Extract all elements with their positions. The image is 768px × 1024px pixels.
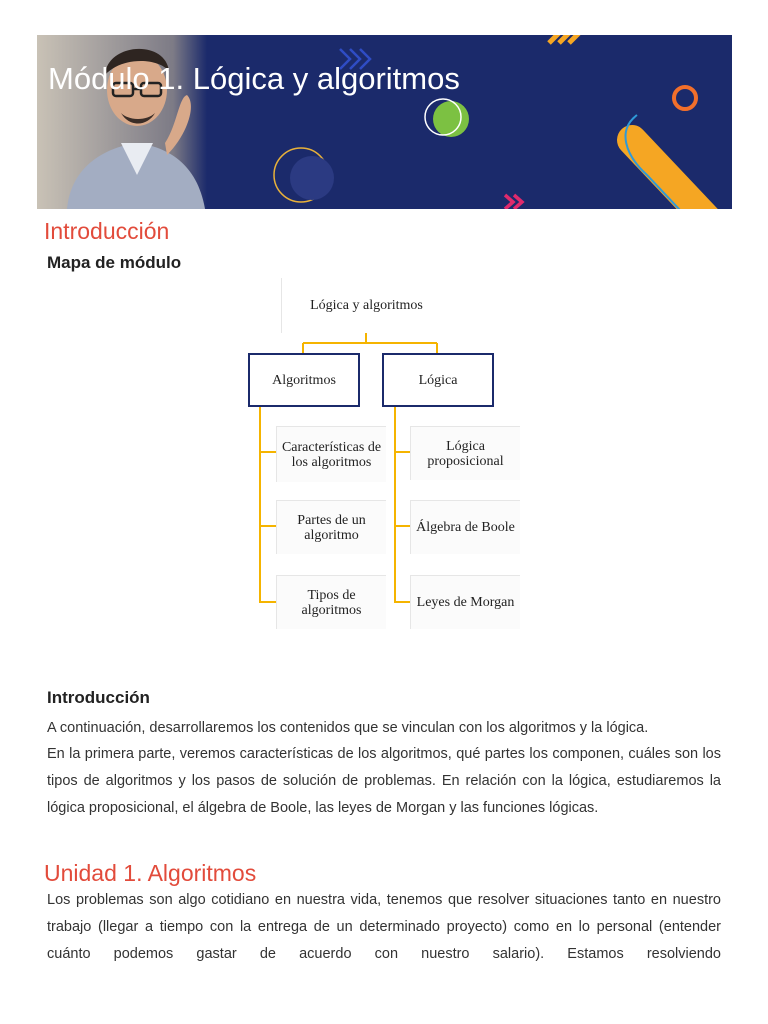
diagram-branch-algoritmos: Algoritmos: [248, 353, 360, 407]
introduction-subheading: Introducción: [47, 688, 150, 707]
diagram-node-caracteristicas: Características de los algoritmos: [276, 426, 386, 482]
module-map-diagram: [240, 278, 530, 633]
diagram-node-tipos: Tipos de algoritmos: [276, 575, 386, 629]
module-title: Módulo 1. Lógica y algoritmos: [48, 61, 460, 96]
diagram-node-leyes-morgan: Leyes de Morgan: [410, 575, 520, 629]
unit1-paragraph: Los problemas son algo cotidiano en nuestra vida, tenemos que resolver situaciones tanto en nuestro trabajo (llegar a tiempo con la entrega de un determinado proyecto) como en lo personal (entender cuánto podemos gastar de acuerdo con nuestro salario). Estamos resolviendo: [47, 892, 721, 962]
intro-heading: Introducción: [44, 218, 170, 244]
module-banner: [37, 35, 732, 209]
diagram-root: Lógica y algoritmos: [281, 278, 451, 333]
map-heading: Mapa de módulo: [47, 253, 182, 272]
diagram-node-logica-proposicional: Lógica proposicional: [410, 426, 520, 480]
diagram-node-partes: Partes de un algoritmo: [276, 500, 386, 554]
intro-paragraph-2: En la primera parte, veremos características de los algoritmos, qué partes los componen, cuáles son los tipos de algoritmos y los pasos de solución de problemas. En relación con la lógica, estudiaremos la lógica proposicional, el álgebra de Boole, las leyes de Morgan y las funciones lógicas.: [47, 746, 721, 816]
diagram-node-algebra-boole: Álgebra de Boole: [410, 500, 520, 554]
unit1-heading: Unidad 1. Algoritmos: [44, 860, 257, 886]
diagram-branch-logica: Lógica: [382, 353, 494, 407]
intro-paragraph-1: A continuación, desarrollaremos los contenidos que se vinculan con los algoritmos y la lógica.: [47, 720, 649, 736]
